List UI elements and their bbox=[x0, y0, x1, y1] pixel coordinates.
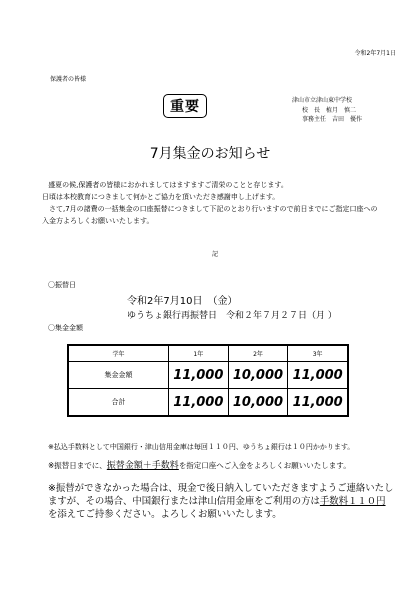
amount-cell: 11,000 bbox=[169, 389, 229, 416]
row-label: 集金金額 bbox=[69, 362, 169, 389]
sender-principal: 校 長 植月 慎二 bbox=[302, 106, 357, 114]
amount-cell: 11,000 bbox=[288, 389, 348, 416]
sender-secretary: 事務主任 吉田 優作 bbox=[302, 116, 363, 123]
amount-cell: 10,000 bbox=[228, 389, 288, 416]
body-text bbox=[44, 179, 384, 227]
note-text: ※振替ができなかった場合は、現金で後日納入していただきますようご連絡いたしますが、その場合、中国銀行または津山信用金庫をご利用の方は bbox=[48, 483, 394, 507]
note-deposit bbox=[48, 460, 388, 472]
body-paragraph: 日頃は本校教育につきまして何かとご協力を頂いただき感謝申し上げます。 bbox=[42, 193, 280, 201]
page-title: 7月集金のお知らせ bbox=[149, 146, 271, 162]
note-text: ※振替日までに、 bbox=[48, 461, 107, 470]
fee-table bbox=[68, 345, 348, 416]
table-header: 学年 bbox=[69, 346, 169, 362]
ki-label: 記 bbox=[212, 251, 219, 258]
note-underline: 手数料１１０円 bbox=[319, 496, 386, 507]
amount-cell: 11,000 bbox=[288, 362, 348, 389]
table-header-row bbox=[69, 346, 348, 362]
note-text: を添えてご持参ください。よろしくお願いいたします。 bbox=[48, 509, 282, 520]
table-header: 3年 bbox=[288, 346, 348, 362]
amount-cell: 10,000 bbox=[228, 362, 288, 389]
note-failed-transfer bbox=[48, 482, 394, 521]
note-fee: ※払込手数料として中国銀行・津山信用金庫は毎回１１０円、ゆうちょ銀行は１０円かかります。 bbox=[48, 443, 355, 451]
recipient: 保護者の皆様 bbox=[50, 76, 87, 83]
table-header: 1年 bbox=[169, 346, 229, 362]
amount-cell: 11,000 bbox=[169, 362, 229, 389]
amount-heading: 〇集金金額 bbox=[48, 324, 83, 332]
transfer-date: 令和2年7月10日 （金） bbox=[127, 296, 238, 307]
body-paragraph: さて,7月の諸費の一括集金の口座振替につきまして下記のとおり行いますので前日までにご指定口座への入金方よろしくお願いいたします。 bbox=[42, 205, 378, 225]
sender-school: 津山市立津山東中学校 bbox=[292, 97, 353, 104]
table-row bbox=[69, 389, 348, 416]
note-text: を指定口座へご入金をよろしくお願いいたします。 bbox=[178, 461, 351, 470]
transfer-date-heading: 〇振替日 bbox=[48, 281, 76, 289]
note-emphasis: 振替金額＋手数料 bbox=[106, 461, 179, 471]
row-label: 合計 bbox=[69, 389, 169, 416]
urgent-badge: 重要 bbox=[163, 94, 207, 118]
issue-date: 令和2年7月1日 bbox=[354, 50, 396, 57]
table-header: 2年 bbox=[228, 346, 288, 362]
body-paragraph: 盛夏の候,保護者の皆様におかれましてはますますご清栄のことと存じます。 bbox=[48, 181, 288, 189]
table-row bbox=[69, 362, 348, 389]
retransfer-date: ゆうちょ銀行再振替日 令和２年７月２７日（月 ） bbox=[127, 311, 337, 321]
sender-block bbox=[292, 96, 362, 125]
